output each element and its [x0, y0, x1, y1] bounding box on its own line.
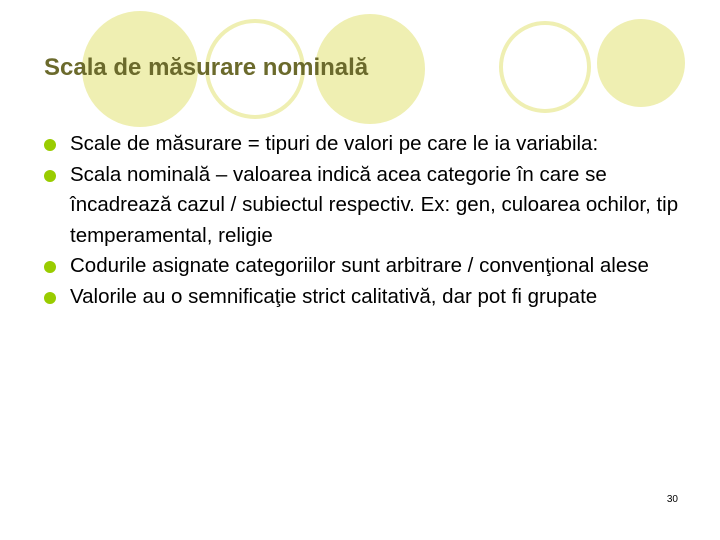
- page-number: 30: [666, 494, 678, 505]
- bullet-icon: [44, 292, 56, 304]
- bullet-text: Scale de măsurare = tipuri de valori pe care le ia variabila:: [70, 132, 599, 155]
- bullet-text: Valorile au o semnificaţie strict calitativă, dar pot fi grupate: [70, 284, 598, 308]
- bullet-text: Scala nominală – valoarea indică acea categorie în care se încadrează cazul / subiectul respectiv. Ex: gen, culoarea ochilor, tip temperamental, religie: [70, 162, 679, 247]
- bullet-item: [44, 282, 684, 313]
- slide-title: Scala de măsurare nominală: [44, 54, 369, 81]
- bullet-item: [44, 251, 684, 282]
- bullet-text: Codurile asignate categoriilor sunt arbitrare / convenţional alese: [70, 254, 649, 277]
- circle-filled-3: [597, 19, 685, 107]
- bullet-item: [44, 160, 684, 252]
- circle-ring-2: [501, 23, 589, 111]
- bullet-icon: [44, 139, 56, 151]
- bullet-icon: [44, 170, 56, 182]
- bullet-list: [44, 129, 684, 312]
- bullet-icon: [44, 261, 56, 273]
- bullet-item: [44, 129, 684, 160]
